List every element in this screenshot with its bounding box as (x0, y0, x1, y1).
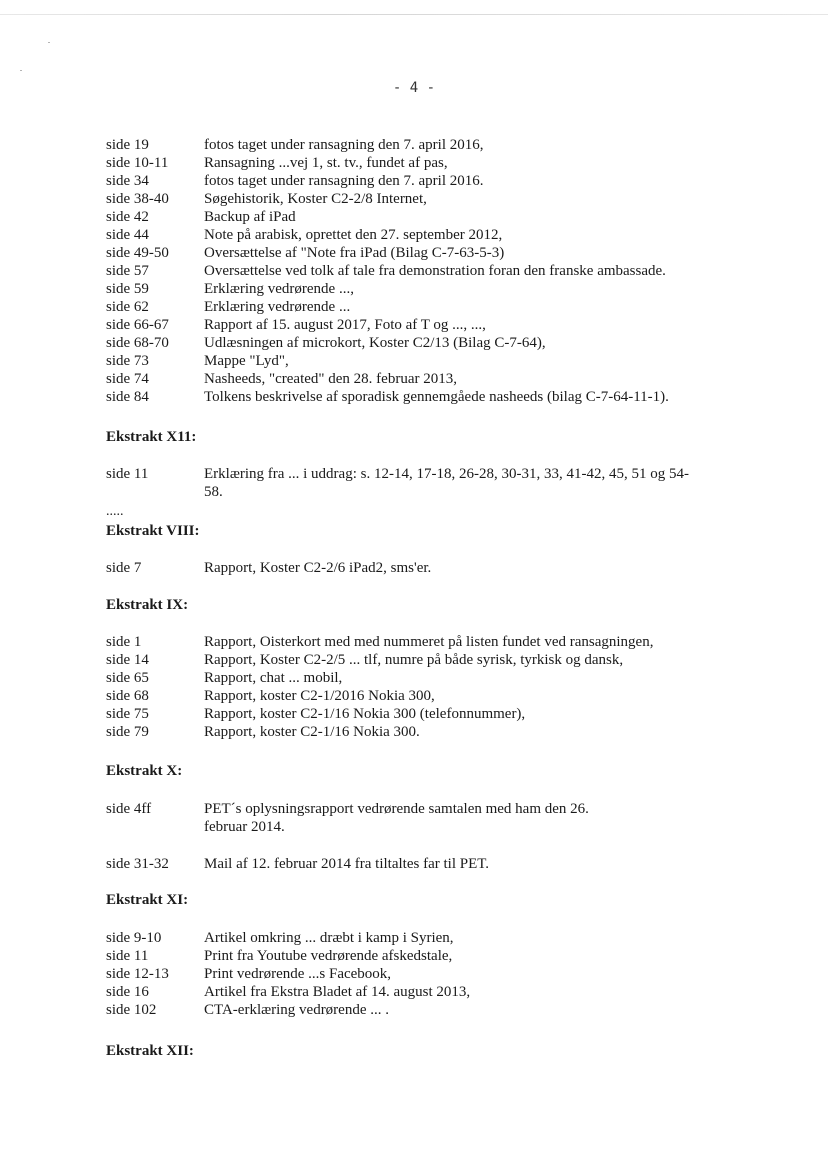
item-description: Tolkens beskrivelse af sporadisk gennemgåede nasheeds (bilag C-7-64-11-1). (204, 389, 669, 405)
section-heading: Ekstrakt XI: (106, 892, 189, 908)
page-ref: side 42 (106, 209, 149, 225)
item-description: Rapport, koster C2-1/16 Nokia 300. (204, 724, 420, 740)
item-description: Rapport, chat ... mobil, (204, 670, 343, 686)
page-ref: side 19 (106, 137, 149, 153)
item-description: Erklæring fra ... i uddrag: s. 12-14, 17-18, 26-28, 30-31, 33, 41-42, 45, 51 og 54-58. (204, 466, 689, 500)
page-ref: side 49-50 (106, 245, 169, 261)
scan-speck (20, 70, 22, 71)
item-description: Print fra Youtube vedrørende afskedstale, (204, 948, 453, 964)
item-description: Nasheeds, "created" den 28. februar 2013, (204, 371, 457, 387)
item-description: Søgehistorik, Koster C2-2/8 Internet, (204, 191, 427, 207)
page-number: - 4 - (392, 80, 436, 96)
page-ref: side 16 (106, 984, 149, 1000)
item-description: Erklæring vedrørende ..., (204, 281, 354, 297)
item-description: Rapport, Koster C2-2/5 ... tlf, numre på både syrisk, tyrkisk og dansk, (204, 652, 624, 668)
page-ref: side 74 (106, 371, 149, 387)
item-description: Print vedrørende ...s Facebook, (204, 966, 392, 982)
page-ref: side 11 (106, 466, 149, 482)
ellipsis: ..... (106, 504, 124, 519)
item-description: Erklæring vedrørende ... (204, 299, 351, 315)
page-ref: side 73 (106, 353, 149, 369)
page-ref: side 66-67 (106, 317, 169, 333)
page-ref: side 9-10 (106, 930, 162, 946)
page-ref: side 65 (106, 670, 149, 686)
section-heading: Ekstrakt IX: (106, 597, 189, 613)
item-description: Rapport, Koster C2-2/6 iPad2, sms'er. (204, 560, 432, 576)
section-heading: Ekstrakt XII: (106, 1043, 194, 1059)
item-description: Mappe "Lyd", (204, 353, 289, 369)
page-ref: side 68 (106, 688, 149, 704)
section-heading: Ekstrakt VIII: (106, 523, 200, 539)
page-ref: side 59 (106, 281, 149, 297)
item-description: Rapport, koster C2-1/2016 Nokia 300, (204, 688, 435, 704)
item-description: Oversættelse af "Note fra iPad (Bilag C-7-63-5-3) (204, 245, 505, 261)
item-description: Rapport, Oisterkort med med nummeret på listen fundet ved ransagningen, (204, 634, 654, 650)
item-description: Artikel fra Ekstra Bladet af 14. august 2013, (204, 984, 471, 1000)
page-ref: side 44 (106, 227, 149, 243)
page-ref: side 12-13 (106, 966, 169, 982)
section-heading: Ekstrakt X: (106, 763, 183, 779)
page-ref: side 1 (106, 634, 142, 650)
item-description: Note på arabisk, oprettet den 27. september 2012, (204, 227, 503, 243)
item-description: Artikel omkring ... dræbt i kamp i Syrien, (204, 930, 454, 946)
item-description: Ransagning ...vej 1, st. tv., fundet af pas, (204, 155, 448, 171)
page-ref: side 14 (106, 652, 149, 668)
page-ref: side 57 (106, 263, 149, 279)
page-ref: side 38-40 (106, 191, 169, 207)
item-description: PET´s oplysningsrapport vedrørende samtalen med ham den 26. februar 2014. (204, 801, 589, 835)
page-ref: side 10-11 (106, 155, 169, 171)
page-ref: side 7 (106, 560, 142, 576)
page-ref: side 34 (106, 173, 149, 189)
page-ref: side 11 (106, 948, 149, 964)
item-description: Rapport, koster C2-1/16 Nokia 300 (telefonnummer), (204, 706, 526, 722)
item-description: Mail af 12. februar 2014 fra tiltaltes far til PET. (204, 856, 490, 872)
item-description: Backup af iPad (204, 209, 296, 225)
page-ref: side 75 (106, 706, 149, 722)
page-ref: side 68-70 (106, 335, 169, 351)
page-ref: side 102 (106, 1002, 157, 1018)
item-description: Oversættelse ved tolk af tale fra demonstration foran den franske ambassade. (204, 263, 666, 279)
item-description: Rapport af 15. august 2017, Foto af T og ..., ..., (204, 317, 486, 333)
page-ref: side 62 (106, 299, 149, 315)
item-description: fotos taget under ransagning den 7. april 2016. (204, 173, 484, 189)
page-ref: side 79 (106, 724, 149, 740)
section-heading: Ekstrakt X11: (106, 429, 197, 445)
page-ref: side 84 (106, 389, 149, 405)
page-ref: side 31-32 (106, 856, 169, 872)
item-description: CTA-erklæring vedrørende ... . (204, 1002, 389, 1018)
scan-speck (48, 42, 50, 43)
item-description: Udlæsningen af microkort, Koster C2/13 (Bilag C-7-64), (204, 335, 546, 351)
page-ref: side 4ff (106, 801, 152, 817)
scan-top-edge (0, 14, 828, 15)
item-description: fotos taget under ransagning den 7. april 2016, (204, 137, 484, 153)
